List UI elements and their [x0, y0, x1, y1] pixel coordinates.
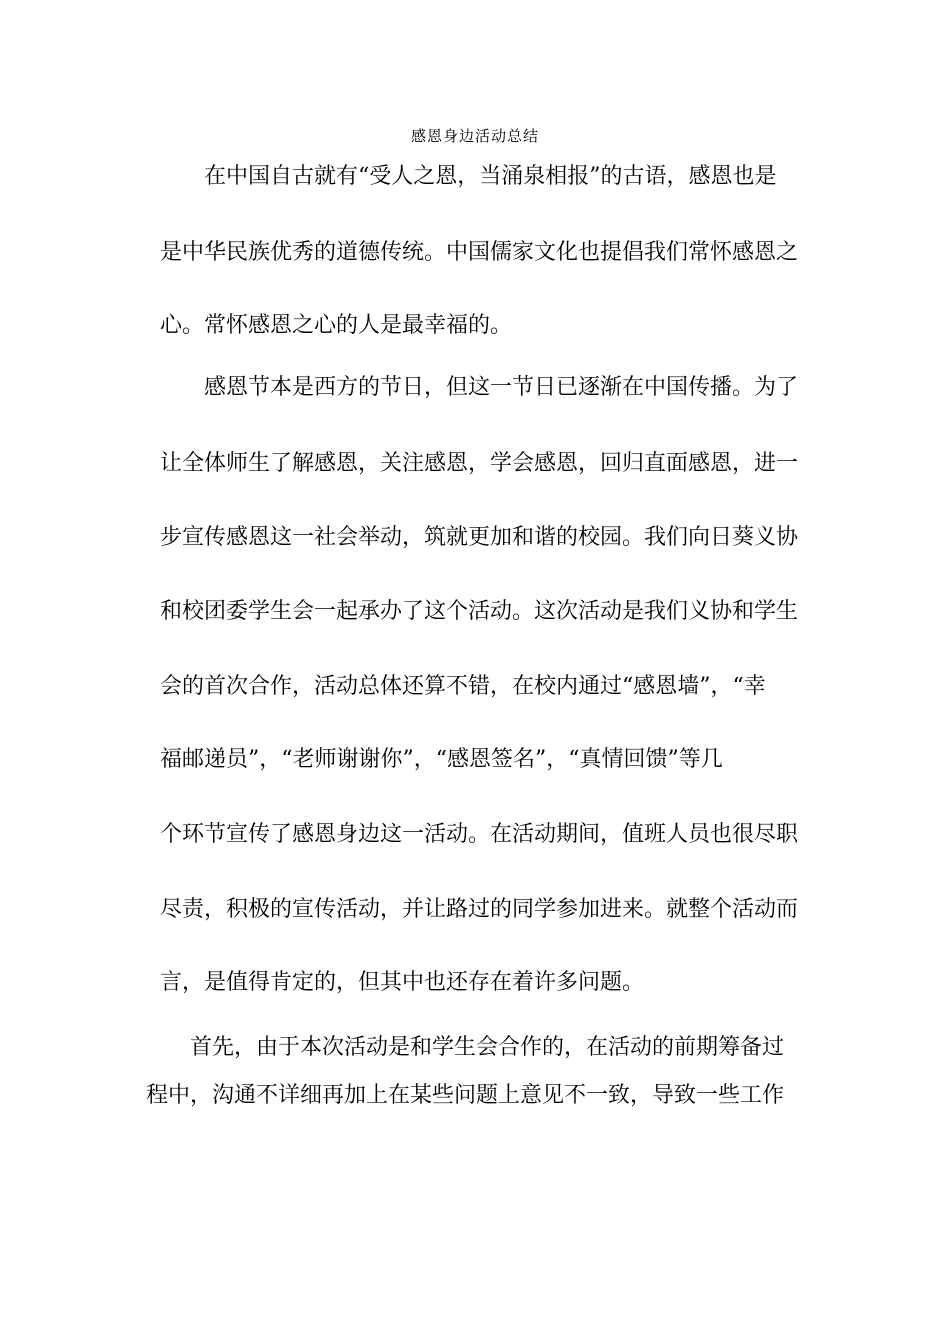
paragraph-line: 步宣传感恩这一社会举动，筑就更加和谐的校园。我们向日葵义协: [160, 525, 799, 550]
paragraph-line: 和校团委学生会一起承办了这个活动。这次活动是我们义协和学生: [160, 599, 799, 624]
paragraph-line: 言，是值得肯定的，但其中也还存在着许多问题。: [160, 970, 645, 995]
paragraph-line: 尽责，积极的宣传活动，并让路过的同学参加进来。就整个活动而: [160, 897, 799, 922]
paragraph-line: 福邮递员”，“老师谢谢你”，“感恩签名”，“真情回馈”等几: [160, 747, 723, 772]
document-title: 感恩身边活动总结: [410, 127, 539, 145]
paragraph-line: 程中，沟通不详细再加上在某些问题上意见不一致，导致一些工作: [146, 1083, 785, 1108]
paragraph-line: 心。常怀感恩之心的人是最幸福的。: [160, 313, 513, 338]
paragraph-line: 感恩节本是西方的节日，但这一节日已逐渐在中国传播。为了: [204, 375, 799, 400]
paragraph-line: 会的首次合作，活动总体还算不错，在校内通过“感恩墙”，“幸: [160, 674, 766, 699]
paragraph-line: 在中国自古就有“受人之恩，当涌泉相报”的古语，感恩也是: [204, 164, 777, 189]
paragraph-line: 个环节宣传了感恩身边这一活动。在活动期间，值班人员也很尽职: [160, 822, 799, 847]
paragraph-line: 是中华民族优秀的道德传统。中国儒家文化也提倡我们常怀感恩之: [160, 240, 799, 265]
paragraph-line: 首先，由于本次活动是和学生会合作的，在活动的前期筹备过: [190, 1035, 785, 1060]
paragraph-line: 让全体师生了解感恩，关注感恩，学会感恩，回归直面感恩，进一: [160, 451, 799, 476]
